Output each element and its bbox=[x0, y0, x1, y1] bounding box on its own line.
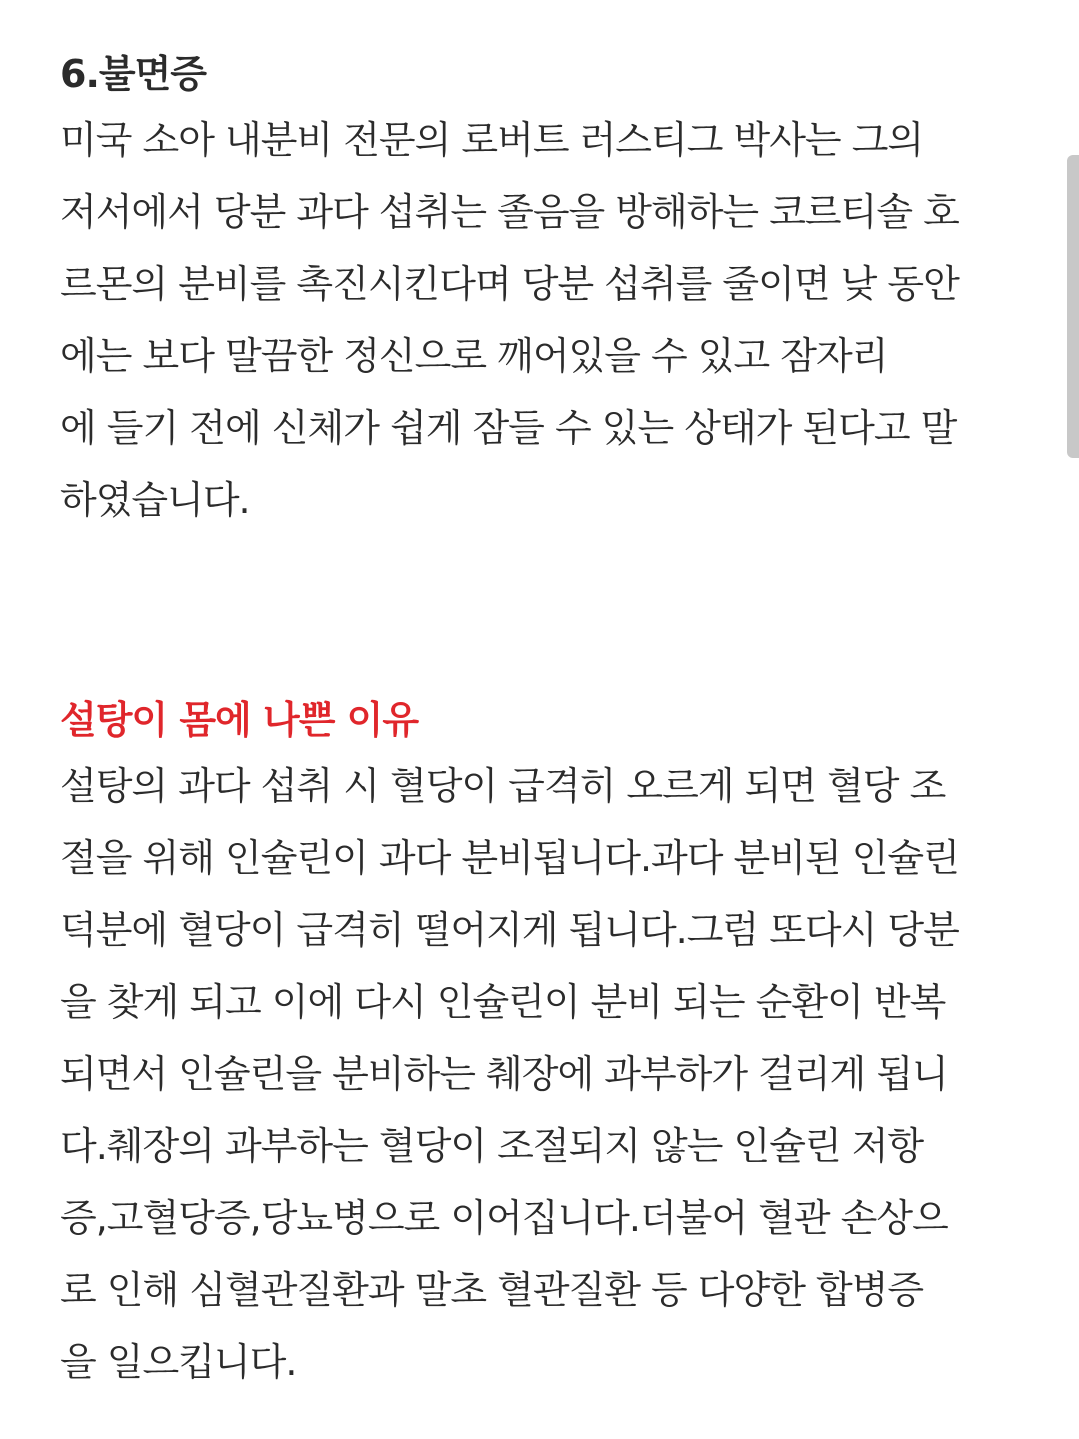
paragraph-line: 되면서 인슐린을 분비하는 췌장에 과부하가 걸리게 됩니 bbox=[60, 1052, 948, 1096]
paragraph-line: 절을 위해 인슐린이 과다 분비됩니다.과다 분비된 인슐린 bbox=[60, 836, 959, 880]
paragraph-line: 에는 보다 말끔한 정신으로 깨어있을 수 있고 잠자리 bbox=[60, 334, 888, 378]
paragraph-line: 저서에서 당분 과다 섭취는 졸음을 방해하는 코르티솔 호 bbox=[60, 190, 959, 234]
paragraph-line: 을 찾게 되고 이에 다시 인슐린이 분비 되는 순환이 반복 bbox=[60, 980, 946, 1024]
section-heading-insomnia: 6.불면증 bbox=[60, 52, 207, 96]
paragraph-line: 설탕의 과다 섭취 시 혈당이 급격히 오르게 되면 혈당 조 bbox=[60, 764, 946, 808]
section-paragraph-insomnia bbox=[60, 104, 1030, 536]
vertical-scrollbar-thumb[interactable] bbox=[1067, 155, 1079, 458]
paragraph-line: 증,고혈당증,당뇨병으로 이어집니다.더불어 혈관 손상으 bbox=[60, 1196, 948, 1240]
paragraph-line: 에 들기 전에 신체가 쉽게 잠들 수 있는 상태가 된다고 말 bbox=[60, 406, 957, 450]
paragraph-line: 다.췌장의 과부하는 혈당이 조절되지 않는 인슐린 저항 bbox=[60, 1124, 924, 1168]
paragraph-line: 덕분에 혈당이 급격히 떨어지게 됩니다.그럼 또다시 당분 bbox=[60, 908, 959, 952]
section-paragraph-sugar-harm bbox=[60, 750, 1030, 1398]
paragraph-line: 을 일으킵니다. bbox=[60, 1340, 297, 1384]
section-heading-sugar-harm: 설탕이 몸에 나쁜 이유 bbox=[60, 698, 419, 742]
paragraph-line: 르몬의 분비를 촉진시킨다며 당분 섭취를 줄이면 낮 동안 bbox=[60, 262, 959, 306]
article-section-sugar-harm bbox=[60, 690, 1030, 1398]
paragraph-line: 미국 소아 내분비 전문의 로버트 러스티그 박사는 그의 bbox=[60, 118, 924, 162]
article-section-insomnia bbox=[60, 44, 1030, 536]
paragraph-line: 하였습니다. bbox=[60, 478, 250, 522]
paragraph-line: 로 인해 심혈관질환과 말초 혈관질환 등 다양한 합병증 bbox=[60, 1268, 924, 1312]
